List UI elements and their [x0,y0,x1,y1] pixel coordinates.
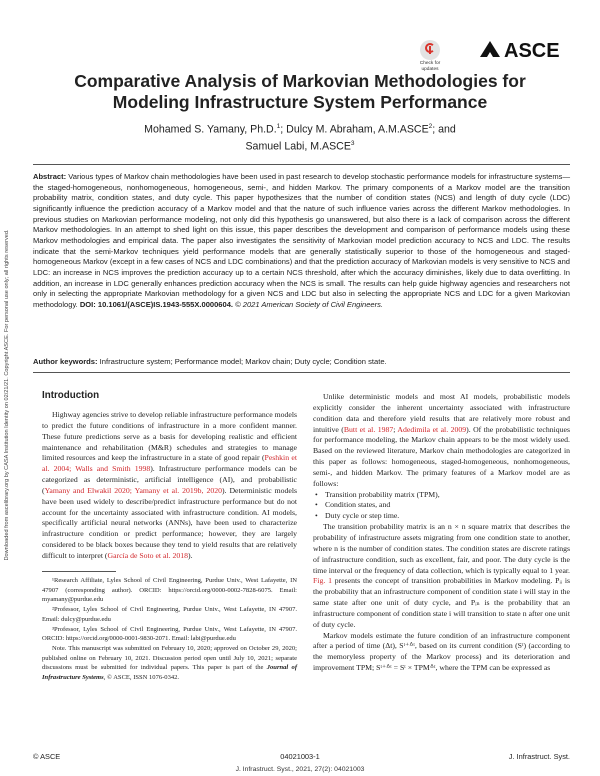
side-watermark-text: Downloaded from ascelibrary.org by CASA Institution Identity on 02/21/21. Copyright ASCE. For personal use only; all rights reserved. [4,229,10,561]
author-sep: ; and [432,123,456,136]
intro-paragraph [42,410,297,562]
citation-link[interactable]: Adedimila et al. 2009 [397,424,467,434]
list-item: • Condition states, and [313,500,570,511]
right-column [313,392,570,674]
abstract-doi[interactable]: DOI: 10.1061/(ASCE)IS.1943-555X.0000604. [79,299,233,309]
author-1-affil: 1 [276,123,281,130]
abstract-body: Various types of Markov chain methodologies have been used in past research to develop stochastic performance models for infrastructure systems—the staged-homogeneous, nonhomogeneous, homogeneous, semi-, and hidden Markov. The primary components of a Markov model are the transition probability matrix, condition states, and duty cycle. This paper hypothesizes that the number of condition states (NCS) and length of duty cycle (LDC) significantly influence the prediction accuracy of a Markov model and that the nature of such influence varies across the different Markov methodologies. In previous studies on Markovian performance modeling, not only did this hypothesis go unanswered, but also there is a lack of comparison across the different Markov methodologies. In an attempt to shed light on this issue, this paper describes the development and comparison of performance models using these Markov methodologies and empirical data. The paper also investigates the sensitivity of Markovian model prediction accuracy to NCS and LDC. The results indicate that the semi-Markov techniques yield performance models that are generally statistically superior to those of the homogeneous and staged-homogeneous Markov (except in a few cases of NCS and LDC combinations) and that the prediction accuracy of Markovian models is very sensitive to NCS and LDC: an increase in NCS improves the prediction accuracy up to a certain NCS threshold, after which the accuracy diminishes, likely due to data overfitting. In addition, an increase in LDC generally enhances prediction accuracy when the NCS is small. The results can help guide highway agencies and researchers not only in selecting the appropriate Markovian methodology for a given NCS and LDC but also in selecting the appropriate NCS and LDC for a given Markovian methodology. [33,172,570,309]
right-paragraph-2 [313,522,570,630]
markov-features-list [313,490,570,523]
footer-copyright: © ASCE [33,752,61,761]
citation-line: J. Infrastruct. Syst., 2021, 27(2): 04021003 [235,766,365,773]
intro-text-1: Highway agencies strive to develop reliable infrastructure performance models to predict the future conditions of infrastructure in a more confident manner. These future predictions serve as a basis for developing realistic and efficient maintenance and rehabilitation (M&R) schedules and strategies to manage limited resources and keep the infrastructure in a state of good repair ( [42,410,297,463]
abstract-copyright: © 2021 American Society of Civil Engineers. [233,299,383,309]
citation-link[interactable]: Yamany and Elwakil 2020; Yamany et al. 2019b, 2020 [44,485,222,495]
footnote-1: ¹Research Affiliate, Lyles School of Civil Engineering, Purdue Univ., West Lafayette, IN 47907 (corresponding author). ORCID: https://orcid.org/0000-0002-7828-6075. Email: myamany@purdue.edu [42,577,297,604]
footnotes [42,576,297,683]
manuscript-note-issn: , © ASCE, ISSN 1076-0342. [103,674,180,682]
journal-name: Journal of Infrastructure Systems [42,664,297,682]
intro-text-3: ). Deterministic models have been used widely to describe/predict infrastructure performance but do not account for the uncertainty associated with infrastructure condition. AI models, specifically artificial neural networks (ANNs), have been used to characterize infrastructure condition or predict performance; however, they are largely considered to be black boxes because they tend to yield results that are relatively difficult to interpret ( [42,485,297,560]
figure-link[interactable]: Fig. 1 [313,576,332,586]
author-3-affil: 3 [350,139,355,147]
right-text-4: presents the concept of transition probabilities in Markov modeling. Pᵢᵢ is the probability that an infrastructure component of condition state i will stay in the same state after one unit of duty cycle, and Pᵢₙ is the probability that an infrastructure component of condition state i will transition to state n after one unit of duty cycle. [313,576,570,629]
manuscript-note-text: Note. This manuscript was submitted on February 10, 2020; approved on October 29, 2020; published online on February 10, 2021. Discussion period open until July 10, 2021; separate discussions must be submitted for individual papers. This paper is part of the [42,644,297,672]
keywords-label: Author keywords: [33,357,98,366]
side-watermark [0,160,14,630]
footnote-divider [42,571,116,572]
footer-journal: J. Infrastruct. Syst. [508,752,570,761]
keywords-bottom-divider [33,372,570,373]
footer-page-id: 04021003-1 [280,752,320,761]
right-text-2: ). Of the probabilistic techniques for performance modeling, the Markov chain appears to be the most widely used. Based on the reviewed literature, Markov chain methodologies are categorized in this paper as follows: homogeneous, staged-homogeneous, nonhomogeneous, semi-, and hidden Markov. The primary features of a Markov model are as follows: [313,424,570,488]
abstract-top-divider [33,164,570,165]
abstract [33,172,570,311]
author-1[interactable]: Mohamed S. Yamany, Ph.D. [144,123,277,136]
paper-title: Comparative Analysis of Markovian Methodologies for Modeling Infrastructure System Performance [74,71,526,112]
citation-link[interactable]: Peshkin et al. 2004; Walls and Smith 1998 [42,453,298,474]
list-item: • Transition probability matrix (TPM), [313,490,570,501]
asce-logo-text: ASCE [504,40,560,62]
author-keywords [33,357,570,367]
citation-sep: ; [393,424,398,434]
right-paragraph-1 [313,392,570,490]
right-text-1: Unlike deterministic models and most AI models, probabilistic models explicitly consider the inherent uncertainty associated with infrastructure condition data and therefore yield results that are relatively more robust and intuitive ( [313,392,570,434]
check-for-updates-line1: Check for [419,61,441,66]
keywords-text: Infrastructure system; Performance model; Markov chain; Duty cycle; Condition state. [97,357,387,366]
author-3[interactable]: Samuel Labi, M.ASCE [245,140,351,153]
author-2-affil: 2 [428,123,433,130]
footnote-3: ³Professor, Lyles School of Civil Engineering, Purdue Univ., West Lafayette, IN 47907. ORCID: https://orcid.org/0000-0001-9830-2071. Email: labi@purdue.edu [42,625,297,643]
section-heading-introduction: Introduction [42,390,100,401]
author-2[interactable]: ; Dulcy M. Abraham, A.M.ASCE [280,123,429,136]
citation-link[interactable]: Butt et al. 1987 [343,424,394,434]
manuscript-note [42,644,297,683]
asce-logo [478,34,568,64]
citation-link[interactable]: García de Soto et al. 2018 [107,550,188,560]
abstract-label: Abstract: [33,172,67,181]
intro-text-4: ). [188,550,193,560]
right-paragraph-3: Markov models estimate the future condition of an infrastructure component after a period of time (Δt), Sᵗ⁺ᐞᵗ, based on its current condition (Sᵗ) (according to the memoryless property of the Markov process) and its deterioration and improvement TPM; Sᵗ⁺ᐞᵗ = Sᵗ × TPMᐞᵗ, where the TPM can be expressed as [313,630,570,673]
refresh-icon [420,40,440,60]
intro-text-2: ). Infrastructure performance models can be categorized as deterministic, artificial intelligence (AI), and probabilistic ( [42,464,297,495]
check-for-updates-line2: updates [421,67,439,72]
author-list [60,120,540,153]
footnote-2: ²Professor, Lyles School of Civil Engineering, Purdue Univ., West Lafayette, IN 47907. Email: dulcy@purdue.edu [42,606,297,623]
check-for-updates-badge[interactable] [416,40,444,72]
list-item: • Duty cycle or step time. [313,511,570,522]
right-text-3: The transition probability matrix is an n × n square matrix that describes the probability of infrastructure assets migrating from one condition state to another, where n is the number of condition states. The condition states are discrete ratings of infrastructure condition, such as excellent, fair, and poor. The duty cycle is the time interval or the frequency of data collection, which is typically equal to 1 year. [313,522,570,575]
left-column [42,390,297,562]
